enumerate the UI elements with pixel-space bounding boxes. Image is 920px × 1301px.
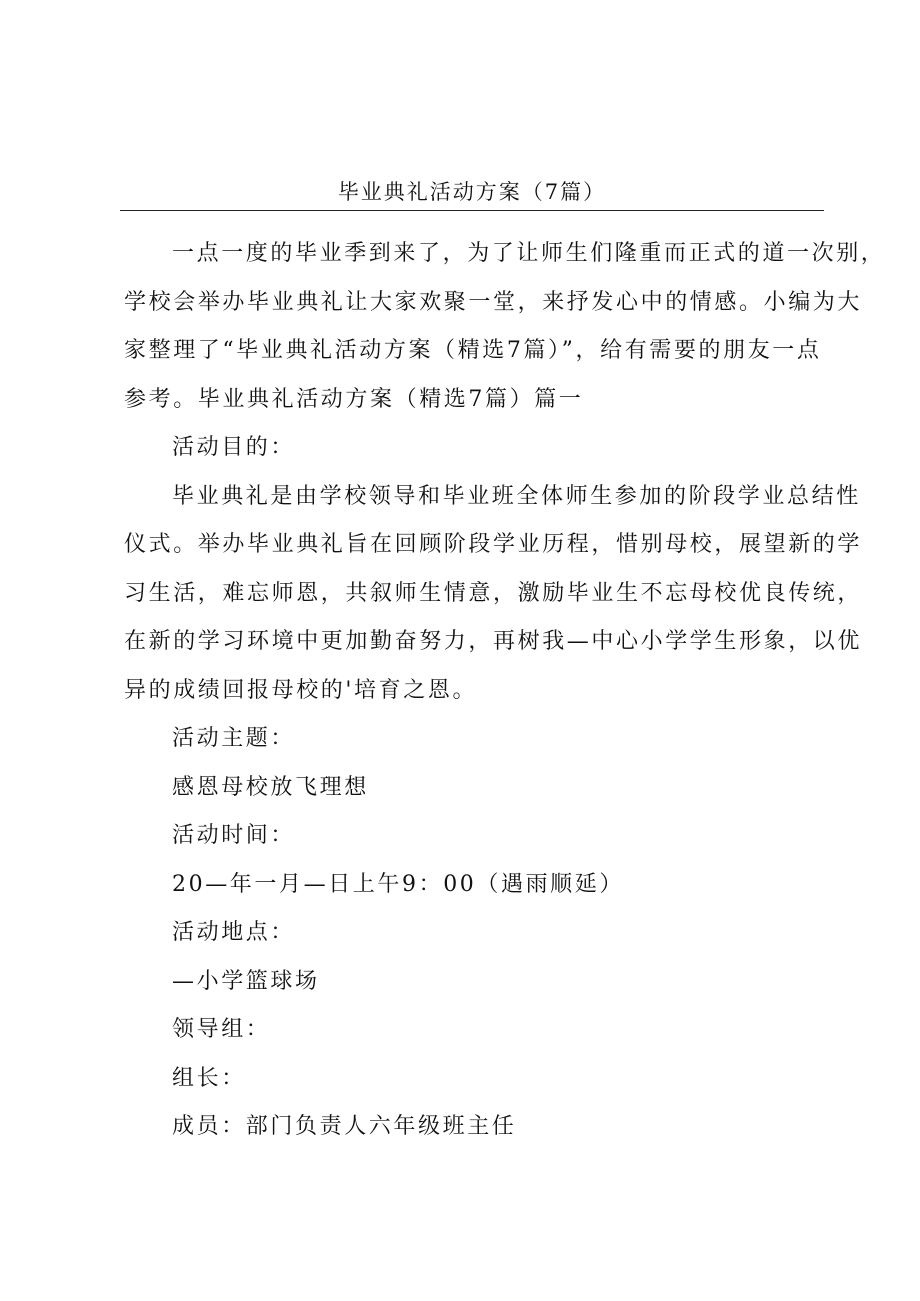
page-header — [120, 172, 824, 211]
text-line: 异的成绩回报母校的'培育之恩。 — [124, 677, 478, 703]
text-line: 活动地点： — [172, 920, 296, 945]
text-line: 活动目的： — [172, 435, 296, 460]
text-line: 学校会举办毕业典礼让大家欢聚一堂，来抒发心中的情感。小编为大 — [124, 289, 863, 315]
text-line: 活动时间： — [172, 823, 296, 848]
text-line: 习生活，难忘师恩，共叙师生情意，激励毕业生不忘母校优良传统， — [124, 580, 863, 606]
text-line: 感恩母校放飞理想 — [172, 774, 369, 800]
text-line: 一点一度的毕业季到来了，为了让师生们隆重而正式的道一次别， — [172, 241, 886, 266]
text-line: 成员：部门负责人六年级班主任 — [172, 1114, 517, 1139]
text-line: 20—年一月—日上午9：00（遇雨顺延） — [172, 871, 624, 897]
text-line: 参考。毕业典礼活动方案（精选7篇）篇一 — [124, 386, 584, 412]
text-line: 在新的学习环境中更加勤奋努力，再树我—中心小学学生形象，以优 — [124, 629, 863, 654]
text-line: 毕业典礼是由学校领导和毕业班全体师生参加的阶段学业总结性 — [172, 483, 861, 509]
text-line: 仪式。举办毕业典礼旨在回顾阶段学业历程，惜别母校，展望新的学 — [124, 532, 863, 557]
text-line: —小学篮球场 — [172, 968, 320, 994]
text-line: 组长： — [172, 1065, 246, 1091]
text-line: 领导组： — [172, 1017, 271, 1042]
text-line: 活动主题： — [172, 726, 296, 751]
text-line: 家整理了“毕业典礼活动方案（精选7篇）”，给有需要的朋友一点 — [124, 338, 822, 363]
document-body — [124, 230, 886, 1152]
document-title: 毕业典礼活动方案（7篇） — [337, 180, 607, 204]
